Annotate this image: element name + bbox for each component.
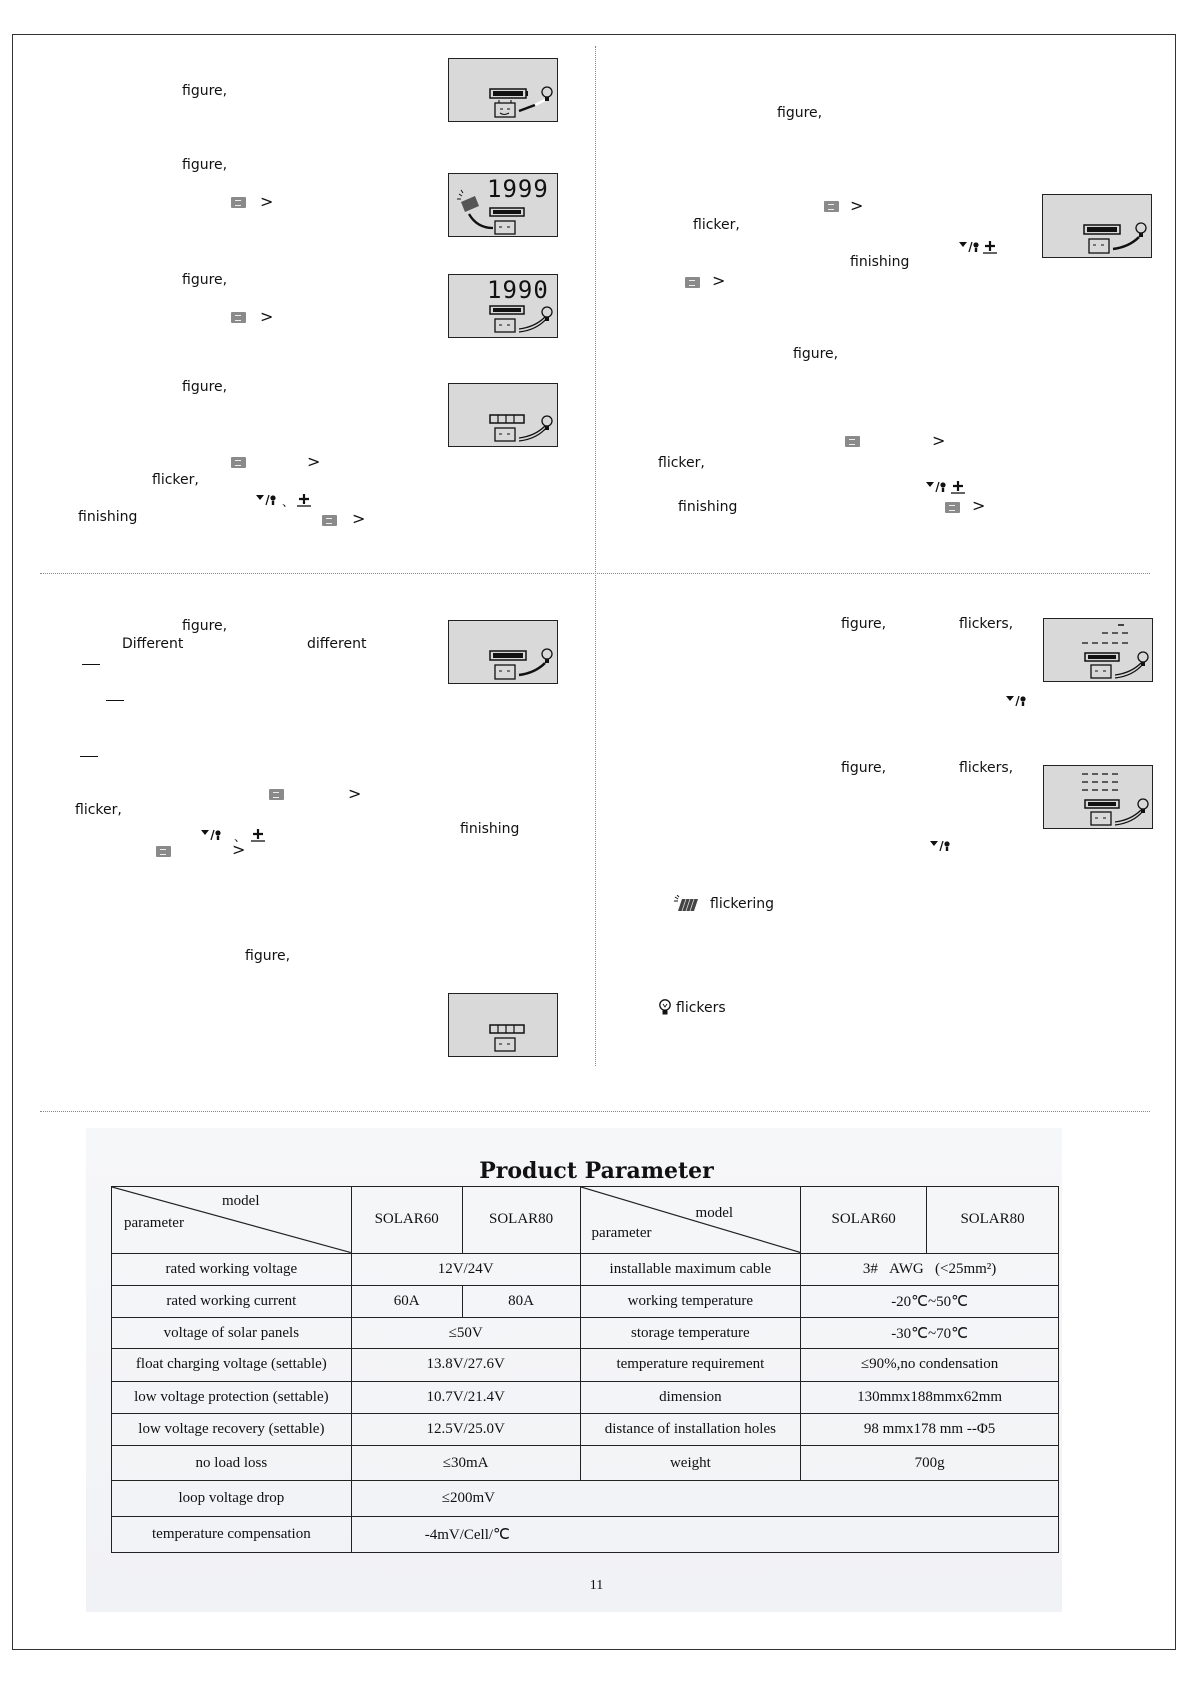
table-row (112, 1285, 1059, 1317)
table-row (112, 1516, 1059, 1552)
lcd-digits: 1990 (487, 276, 549, 304)
cycle-button-icon (231, 312, 246, 323)
list-dash (106, 700, 124, 701)
text-gt: > (932, 431, 946, 450)
text-flickers: flickers, (959, 616, 1014, 632)
text-figure: figure, (182, 618, 228, 634)
header-solar80: SOLAR80 (927, 1187, 1059, 1254)
list-dash (82, 664, 100, 665)
text-figure: figure, (777, 105, 823, 121)
text-figure: figure, (182, 83, 228, 99)
cycle-button-icon (322, 515, 337, 526)
row-value: -30℃~70℃ (801, 1318, 1059, 1349)
minus-load-icon (200, 827, 222, 846)
row-label: no load loss (112, 1446, 352, 1481)
minus-load-icon (929, 838, 951, 857)
text-gt: > (972, 496, 986, 515)
header-solar60: SOLAR60 (351, 1187, 462, 1254)
row-value-solar80: 80A (462, 1285, 580, 1317)
lcd-display-load-on (448, 620, 558, 684)
bulb-icon (658, 999, 672, 1021)
header-solar80: SOLAR80 (462, 1187, 580, 1254)
text-figure: figure, (841, 760, 887, 776)
row-label: storage temperature (580, 1318, 801, 1349)
text-different: Different (122, 636, 184, 652)
row-value: 13.8V/27.6V (351, 1349, 580, 1381)
plus-icon (982, 239, 998, 258)
row-value: 12V/24V (351, 1253, 580, 1285)
table-row (112, 1381, 1059, 1413)
row-label: loop voltage drop (112, 1481, 352, 1516)
row-value: 98 mmx178 mm --Φ5 (801, 1413, 1059, 1445)
text-figure: figure, (182, 272, 228, 288)
section-divider (40, 1111, 1150, 1112)
row-label: working temperature (580, 1285, 801, 1317)
text-gt: > (352, 509, 366, 528)
text-flicker: flicker, (152, 472, 199, 488)
text-flickers: flickers, (959, 760, 1014, 776)
row-value: 130mmx188mmx62mm (801, 1381, 1059, 1413)
separator-mark: 、 (234, 830, 247, 844)
product-parameter-table (111, 1186, 1059, 1553)
minus-load-icon (1005, 693, 1027, 712)
cycle-button-icon (156, 846, 171, 857)
text-flickers: flickers (676, 1000, 726, 1016)
text-figure: figure, (245, 948, 291, 964)
text-gt: > (260, 307, 274, 326)
text-figure: figure, (182, 157, 228, 173)
table-row (112, 1481, 1059, 1516)
row-value: 700g (801, 1446, 1059, 1481)
cycle-button-icon (945, 502, 960, 513)
row-value: 12.5V/25.0V (351, 1413, 580, 1445)
table-row (112, 1413, 1059, 1445)
row-value: -4mV/Cell/℃ (351, 1516, 1058, 1552)
plus-icon (950, 479, 966, 498)
page-number: 11 (589, 1578, 604, 1593)
text-flicker: flicker, (693, 217, 740, 233)
row-value-solar60: 60A (351, 1285, 462, 1317)
text-gt: > (712, 271, 726, 290)
text-finishing: finishing (678, 499, 738, 515)
lcd-digits: 1999 (487, 175, 549, 203)
row-label: weight (580, 1446, 801, 1481)
product-parameter-title: Product Parameter (479, 1158, 714, 1184)
header-parameter: parameter (591, 1225, 652, 1241)
text-gt: > (307, 452, 321, 471)
row-value: ≤200mV (351, 1481, 1058, 1516)
text-finishing: finishing (78, 509, 138, 525)
table-row (112, 1318, 1059, 1349)
lcd-display-1999 (448, 173, 558, 237)
text-figure: figure, (182, 379, 228, 395)
row-label: temperature requirement (580, 1349, 801, 1381)
lcd-display-setting-dashes (1043, 765, 1153, 829)
lcd-display-setting-dashes (1043, 618, 1153, 682)
row-label: float charging voltage (settable) (112, 1349, 352, 1381)
text-gt: > (348, 784, 362, 803)
row-label: dimension (580, 1381, 801, 1413)
section-divider (40, 573, 1150, 574)
row-label: temperature compensation (112, 1516, 352, 1552)
cycle-button-icon (269, 789, 284, 800)
header-model: model (695, 1205, 734, 1221)
lcd-display-battery-only (448, 993, 558, 1057)
cycle-button-icon (231, 457, 246, 468)
cycle-button-icon (685, 277, 700, 288)
row-label: rated working current (112, 1285, 352, 1317)
row-value: ≤90%,no condensation (801, 1349, 1059, 1381)
lcd-display-1990 (448, 274, 558, 338)
row-label: distance of installation holes (580, 1413, 801, 1445)
table-row (112, 1349, 1059, 1381)
text-gt: > (232, 840, 246, 859)
row-label: low voltage recovery (settable) (112, 1413, 352, 1445)
solar-panel-icon (674, 895, 702, 917)
lcd-display-load-on (448, 58, 558, 122)
cycle-button-icon (845, 436, 860, 447)
text-flickering: flickering (710, 896, 775, 912)
text-different: different (307, 636, 367, 652)
header-diagonal-cell (580, 1187, 801, 1254)
row-value: ≤50V (351, 1318, 580, 1349)
text-figure: figure, (841, 616, 887, 632)
column-divider (595, 46, 596, 1066)
list-dash (80, 756, 98, 757)
text-flicker: flicker, (75, 802, 122, 818)
table-header-row (112, 1187, 1059, 1254)
row-value: 3# AWG (<25mm²) (801, 1253, 1059, 1285)
row-label: rated working voltage (112, 1253, 352, 1285)
minus-load-icon (958, 239, 980, 258)
plus-icon (296, 492, 312, 511)
text-finishing: finishing (850, 254, 910, 270)
header-model: model (222, 1193, 260, 1209)
text-finishing: finishing (460, 821, 520, 837)
header-solar60: SOLAR60 (801, 1187, 927, 1254)
row-label: voltage of solar panels (112, 1318, 352, 1349)
table-row (112, 1253, 1059, 1285)
cycle-button-icon (231, 197, 246, 208)
row-value: 10.7V/21.4V (351, 1381, 580, 1413)
separator-mark: 、 (282, 495, 295, 509)
table-row (112, 1446, 1059, 1481)
plus-icon (250, 827, 266, 846)
text-figure: figure, (793, 346, 839, 362)
text-gt: > (850, 196, 864, 215)
row-value: ≤30mA (351, 1446, 580, 1481)
header-diagonal-cell (112, 1187, 352, 1254)
text-flicker: flicker, (658, 455, 705, 471)
header-parameter: parameter (124, 1215, 184, 1231)
lcd-display-load-on (1042, 194, 1152, 258)
row-value: -20℃~50℃ (801, 1285, 1059, 1317)
minus-load-icon (255, 492, 277, 511)
lcd-display-battery-empty (448, 383, 558, 447)
cycle-button-icon (824, 201, 839, 212)
row-label: installable maximum cable (580, 1253, 801, 1285)
minus-load-icon (925, 479, 947, 498)
text-gt: > (260, 192, 274, 211)
row-label: low voltage protection (settable) (112, 1381, 352, 1413)
